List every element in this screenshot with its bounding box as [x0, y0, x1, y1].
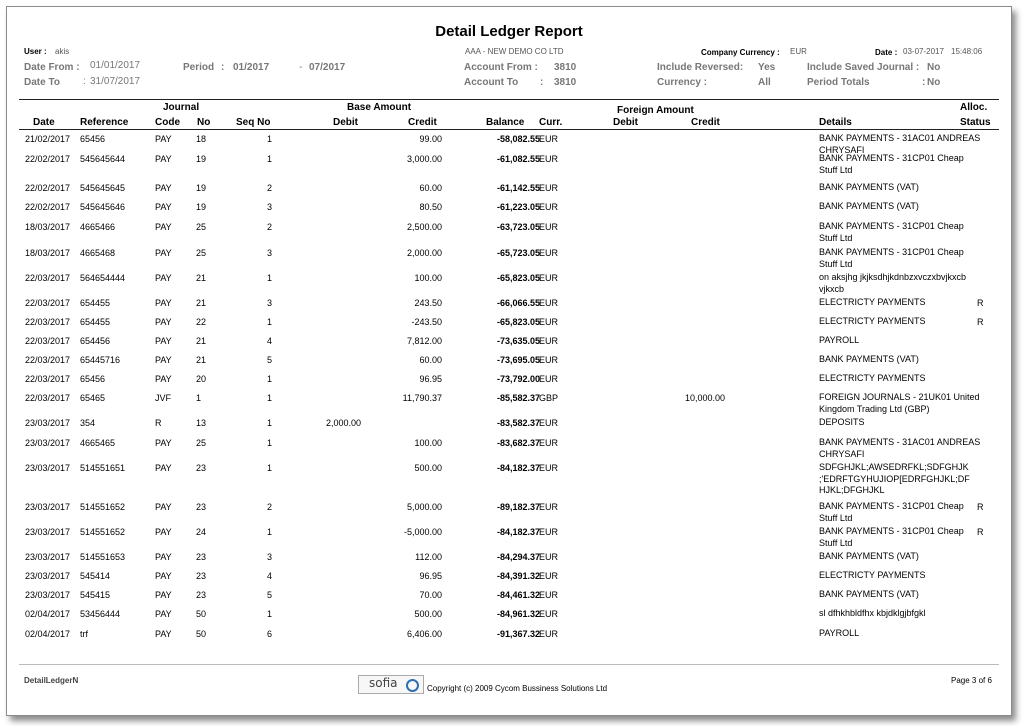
period-from-value: 01/2017: [233, 62, 270, 73]
cell-credit: 500.00: [414, 609, 442, 619]
cell-curr: EUR: [539, 273, 559, 283]
sofia-logo: [358, 675, 424, 694]
cell-curr: EUR: [539, 552, 559, 562]
period-to-value: 07/2017: [309, 62, 346, 73]
col-group-journal: Journal: [163, 102, 200, 113]
cell-ref: 514551652: [80, 527, 126, 537]
cell-curr: EUR: [539, 629, 559, 639]
cell-date: 23/03/2017: [25, 527, 71, 537]
cell-ref: 545414: [80, 571, 111, 581]
cell-date: 22/03/2017: [25, 336, 71, 346]
period-totals-sep: :: [922, 77, 926, 88]
cell-details: DEPOSITS: [819, 417, 865, 427]
cell-date: 21/02/2017: [25, 134, 71, 144]
cell-curr: EUR: [539, 336, 559, 346]
cell-curr: EUR: [539, 571, 559, 581]
cell-details: BANK PAYMENTS - 31CP01 Cheap Stuff Ltd: [819, 501, 964, 523]
cell-balance: -85,582.37: [496, 393, 540, 403]
date-label: Date :: [875, 48, 898, 57]
cell-seq: 3: [266, 248, 272, 258]
company-currency-value: EUR: [790, 47, 807, 56]
cell-credit: 2,500.00: [406, 222, 442, 232]
cell-seq: 1: [266, 134, 272, 144]
copyright: Copyright (c) 2009 Cycom Bussiness Solutions Ltd: [427, 684, 608, 693]
cell-code: PAY: [155, 317, 172, 327]
cell-no: 21: [196, 336, 207, 346]
col-foreign-credit: Credit: [691, 117, 720, 128]
cell-seq: 1: [266, 374, 272, 384]
col-group-foreign-amount: Foreign Amount: [617, 105, 694, 116]
print-date: 03-07-2017: [903, 47, 944, 56]
cell-curr: EUR: [539, 355, 559, 365]
cell-details: ELECTRICTY PAYMENTS: [819, 316, 926, 326]
cell-ref: 65465: [80, 393, 106, 403]
cell-date: 22/03/2017: [25, 355, 71, 365]
cell-code: R: [155, 418, 162, 428]
cell-status: R: [977, 298, 984, 308]
footer-rule: [19, 664, 999, 665]
col-curr: Curr.: [539, 117, 563, 128]
cell-no: 21: [196, 273, 207, 283]
cell-details: ELECTRICTY PAYMENTS: [819, 570, 926, 580]
cell-code: PAY: [155, 298, 172, 308]
cell-balance: -84,182.37: [496, 463, 540, 473]
cell-date: 23/03/2017: [25, 418, 71, 428]
cell-status: R: [977, 527, 984, 537]
cell-curr: EUR: [539, 502, 559, 512]
cell-ref: 545645645: [80, 183, 126, 193]
cell-balance: -61,223.05: [496, 202, 540, 212]
date-from-value: 01/01/2017: [90, 60, 141, 71]
cell-balance: -84,294.37: [496, 552, 540, 562]
cell-date: 23/03/2017: [25, 502, 71, 512]
logo-ring-icon: [406, 679, 419, 692]
cell-no: 25: [196, 438, 207, 448]
cell-credit: 99.00: [419, 134, 442, 144]
cell-credit: 100.00: [414, 438, 442, 448]
cell-date: 18/03/2017: [25, 222, 71, 232]
cell-code: PAY: [155, 273, 172, 283]
cell-credit: -243.50: [411, 317, 442, 327]
cell-balance: -73,792.00: [496, 374, 540, 384]
cell-seq: 2: [266, 222, 272, 232]
period-dash: -: [299, 62, 303, 73]
cell-date: 22/02/2017: [25, 154, 71, 164]
cell-seq: 1: [266, 393, 272, 403]
cell-curr: EUR: [539, 609, 559, 619]
cell-credit: 5,000.00: [406, 502, 442, 512]
col-code: Code: [155, 117, 180, 128]
include-saved-value: No: [927, 62, 941, 73]
cell-code: PAY: [155, 590, 172, 600]
cell-balance: -65,823.05: [496, 273, 540, 283]
cell-details: PAYROLL: [819, 335, 860, 345]
date-to-label: Date To: [24, 77, 60, 88]
cell-date: 18/03/2017: [25, 248, 71, 258]
cell-details: BANK PAYMENTS - 31CP01 Cheap Stuff Ltd: [819, 221, 964, 243]
cell-date: 23/03/2017: [25, 552, 71, 562]
cell-balance: -65,723.05: [496, 248, 540, 258]
cell-credit: 112.00: [415, 552, 442, 562]
period-sep: :: [221, 62, 225, 73]
cell-balance: -83,682.37: [496, 438, 540, 448]
cell-details: ELECTRICTY PAYMENTS: [819, 373, 926, 383]
cell-credit: 6,406.00: [406, 629, 442, 639]
cell-date: 22/03/2017: [25, 317, 71, 327]
cell-curr: EUR: [539, 134, 559, 144]
date-from-label: Date From :: [24, 62, 80, 73]
logo-text: sofia: [369, 676, 398, 690]
cell-ref: trf: [80, 629, 88, 639]
cell-no: 21: [196, 298, 207, 308]
col-group-base-amount: Base Amount: [347, 102, 412, 113]
cell-date: 02/04/2017: [25, 609, 71, 619]
col-seq-no: Seq No: [236, 117, 271, 128]
cell-status: R: [977, 502, 984, 512]
cell-details: BANK PAYMENTS - 31AC01 ANDREAS CHRYSAFI: [819, 133, 981, 155]
cell-balance: -66,066.55: [496, 298, 540, 308]
header-rule: [19, 99, 999, 100]
cell-no: 19: [196, 202, 207, 212]
user-label: User :: [24, 47, 47, 56]
cell-code: PAY: [155, 438, 172, 448]
cell-curr: EUR: [539, 183, 559, 193]
col-foreign-debit: Debit: [613, 117, 638, 128]
cell-ref: 354: [80, 418, 96, 428]
cell-curr: EUR: [539, 202, 559, 212]
cell-no: 23: [196, 463, 207, 473]
cell-code: PAY: [155, 502, 172, 512]
cell-credit: 243.50: [414, 298, 442, 308]
col-credit: Credit: [408, 117, 437, 128]
cell-date: 02/04/2017: [25, 629, 71, 639]
cell-no: 25: [196, 222, 207, 232]
cell-no: 19: [196, 183, 207, 193]
cell-ref: 545415: [80, 590, 111, 600]
cell-credit: 100.00: [414, 273, 442, 283]
cell-credit: 70.00: [419, 590, 442, 600]
cell-no: 24: [196, 527, 207, 537]
cell-ref: 654455: [80, 317, 111, 327]
cell-date: 22/03/2017: [25, 273, 71, 283]
cell-balance: -65,823.05: [496, 317, 540, 327]
cell-no: 23: [196, 590, 207, 600]
cell-ref: 4665468: [80, 248, 116, 258]
column-header-rule: [19, 129, 999, 130]
cell-no: 23: [196, 571, 207, 581]
cell-ref: 65445716: [80, 355, 121, 365]
company-name: AAA - NEW DEMO CO LTD: [465, 47, 564, 56]
cell-code: PAY: [155, 463, 172, 473]
cell-ref: 65456: [80, 374, 106, 384]
cell-credit: 7,812.00: [406, 336, 442, 346]
cell-no: 50: [196, 629, 207, 639]
cell-curr: EUR: [539, 418, 559, 428]
cell-no: 20: [196, 374, 207, 384]
col-no: No: [197, 117, 211, 128]
date-to-value: 31/07/2017: [90, 76, 141, 87]
report-name: DetailLedgerN: [24, 676, 79, 685]
cell-code: PAY: [155, 222, 172, 232]
cell-ref: 4665466: [80, 222, 116, 232]
report-title: Detail Ledger Report: [435, 23, 583, 40]
cell-seq: 1: [266, 317, 272, 327]
cell-details: BANK PAYMENTS - 31AC01 ANDREAS CHRYSAFI: [819, 437, 981, 459]
cell-balance: -84,461.32: [496, 590, 540, 600]
cell-no: 50: [196, 609, 207, 619]
cell-credit: 11,790.37: [402, 393, 442, 403]
cell-details: BANK PAYMENTS - 31CP01 Cheap Stuff Ltd: [819, 153, 964, 175]
account-from-value: 3810: [554, 62, 577, 73]
period-totals-value: No: [927, 77, 941, 88]
col-date: Date: [33, 117, 55, 128]
cell-seq: 5: [266, 590, 272, 600]
cell-balance: -73,635.05: [496, 336, 540, 346]
report-page: [6, 6, 1012, 716]
cell-date: 22/03/2017: [25, 298, 71, 308]
cell-seq: 1: [266, 463, 272, 473]
cell-ref: 4665465: [80, 438, 116, 448]
cell-ref: 564654444: [80, 273, 126, 283]
col-debit: Debit: [333, 117, 358, 128]
cell-balance: -63,723.05: [496, 222, 540, 232]
cell-ref: 514551653: [80, 552, 126, 562]
cell-curr: EUR: [539, 590, 559, 600]
cell-details: BANK PAYMENTS (VAT): [819, 354, 919, 364]
cell-balance: -83,582.37: [496, 418, 540, 428]
cell-balance: -91,367.32: [496, 629, 540, 639]
cell-seq: 1: [266, 438, 272, 448]
cell-details: SDFGHJKL;AWSEDRFKL;SDFGHJK ;'EDRFTGYHUJIOP[EDRFGHJKL;DF HJKL;DFGHJKL: [819, 462, 970, 495]
company-currency-label: Company Currency :: [701, 48, 780, 57]
user-value: akis: [55, 47, 70, 56]
cell-details: FOREIGN JOURNALS - 21UK01 United Kingdom Trading Ltd (GBP): [819, 392, 980, 414]
account-to-value: 3810: [554, 77, 577, 88]
account-from-label: Account From :: [464, 62, 538, 73]
cell-ref: 514551652: [80, 502, 126, 512]
cell-seq: 5: [266, 355, 272, 365]
cell-code: PAY: [155, 202, 172, 212]
cell-code: PAY: [155, 183, 172, 193]
cell-credit: 60.00: [419, 355, 442, 365]
cell-code: PAY: [155, 374, 172, 384]
cell-date: 23/03/2017: [25, 438, 71, 448]
cell-curr: EUR: [539, 317, 559, 327]
cell-seq: 3: [266, 552, 272, 562]
cell-debit: 2,000.00: [325, 418, 361, 428]
account-to-label: Account To: [464, 77, 519, 88]
cell-curr: EUR: [539, 222, 559, 232]
cell-credit: 2,000.00: [406, 248, 442, 258]
cell-code: PAY: [155, 609, 172, 619]
include-reversed-value: Yes: [758, 62, 776, 73]
cell-status: R: [977, 317, 984, 327]
cell-balance: -73,695.05: [496, 355, 540, 365]
cell-date: 22/02/2017: [25, 202, 71, 212]
cell-no: 1: [196, 393, 202, 403]
include-saved-label: Include Saved Journal :: [807, 62, 920, 73]
cell-no: 22: [196, 317, 207, 327]
cell-curr: GBP: [539, 393, 559, 403]
cell-no: 18: [196, 134, 207, 144]
cell-curr: EUR: [539, 463, 559, 473]
cell-curr: EUR: [539, 154, 559, 164]
col-alloc: Alloc.: [960, 102, 988, 113]
cell-details: ELECTRICTY PAYMENTS: [819, 297, 926, 307]
cell-details: BANK PAYMENTS (VAT): [819, 182, 919, 192]
cell-balance: -84,961.32: [496, 609, 540, 619]
cell-balance: -84,182.37: [496, 527, 540, 537]
date-to-sep: :: [83, 76, 86, 87]
cell-details: BANK PAYMENTS (VAT): [819, 551, 919, 561]
cell-curr: EUR: [539, 298, 559, 308]
cell-curr: EUR: [539, 527, 559, 537]
account-to-sep: :: [540, 77, 544, 88]
cell-details: BANK PAYMENTS - 31CP01 Cheap Stuff Ltd: [819, 526, 964, 548]
cell-code: PAY: [155, 527, 172, 537]
cell-details: on aksjhg jkjksdhjkdnbzxvczxbvjkxcb vjkxcb: [819, 272, 967, 294]
cell-seq: 1: [266, 273, 272, 283]
cell-code: PAY: [155, 134, 172, 144]
cell-curr: EUR: [539, 438, 559, 448]
cell-ref: 654456: [80, 336, 111, 346]
col-balance: Balance: [486, 117, 525, 128]
cell-no: 19: [196, 154, 207, 164]
cell-date: 23/03/2017: [25, 571, 71, 581]
cell-details: PAYROLL: [819, 628, 860, 638]
cell-no: 23: [196, 552, 207, 562]
page-number: Page 3 of 6: [951, 676, 992, 685]
cell-credit: 500.00: [414, 463, 442, 473]
period-label: Period: [183, 62, 215, 73]
cell-balance: -61,142.55: [496, 183, 540, 193]
cell-seq: 2: [266, 183, 272, 193]
cell-details: BANK PAYMENTS (VAT): [819, 589, 919, 599]
cell-curr: EUR: [539, 374, 559, 384]
cell-balance: -84,391.32: [496, 571, 540, 581]
cell-seq: 2: [266, 502, 272, 512]
cell-balance: -58,082.55: [496, 134, 540, 144]
cell-code: PAY: [155, 552, 172, 562]
cell-code: PAY: [155, 248, 172, 258]
cell-details: BANK PAYMENTS (VAT): [819, 201, 919, 211]
cell-seq: 4: [266, 571, 272, 581]
cell-details: sl dfhkhbldfhx kbjdklgjbfgkl: [819, 608, 926, 618]
currency-value: All: [758, 77, 771, 88]
cell-credit: 80.50: [419, 202, 442, 212]
cell-seq: 6: [266, 629, 272, 639]
cell-seq: 3: [266, 298, 272, 308]
cell-code: PAY: [155, 629, 172, 639]
cell-credit: 60.00: [419, 183, 442, 193]
period-totals-label: Period Totals: [807, 77, 870, 88]
include-reversed-label: Include Reversed:: [657, 62, 744, 73]
cell-credit: -5,000.00: [403, 527, 442, 537]
cell-balance: -89,182.37: [496, 502, 540, 512]
cell-curr: EUR: [539, 248, 559, 258]
cell-ref: 654455: [80, 298, 111, 308]
cell-ref: 545645646: [80, 202, 126, 212]
cell-date: 23/03/2017: [25, 590, 71, 600]
print-time: 15:48:06: [951, 47, 983, 56]
cell-seq: 1: [266, 527, 272, 537]
cell-ref: 65456: [80, 134, 106, 144]
col-status: Status: [960, 117, 991, 128]
cell-seq: 1: [266, 418, 272, 428]
currency-label: Currency :: [657, 77, 708, 88]
cell-code: PAY: [155, 154, 172, 164]
cell-code: PAY: [155, 571, 172, 581]
cell-no: 25: [196, 248, 207, 258]
cell-no: 13: [196, 418, 207, 428]
cell-no: 21: [196, 355, 207, 365]
col-reference: Reference: [80, 117, 129, 128]
cell-seq: 1: [266, 154, 272, 164]
cell-code: PAY: [155, 336, 172, 346]
cell-code: PAY: [155, 355, 172, 365]
cell-credit: 3,000.00: [406, 154, 442, 164]
cell-seq: 1: [266, 609, 272, 619]
cell-seq: 4: [266, 336, 272, 346]
cell-balance: -61,082.55: [496, 154, 540, 164]
cell-credit: 96.95: [419, 571, 442, 581]
col-details: Details: [819, 117, 852, 128]
cell-fcredit: 10,000.00: [684, 393, 725, 403]
cell-date: 22/02/2017: [25, 183, 71, 193]
cell-seq: 3: [266, 202, 272, 212]
cell-date: 22/03/2017: [25, 393, 71, 403]
cell-ref: 545645644: [80, 154, 126, 164]
cell-ref: 514551651: [80, 463, 126, 473]
cell-no: 23: [196, 502, 207, 512]
cell-credit: 96.95: [419, 374, 442, 384]
cell-date: 23/03/2017: [25, 463, 71, 473]
cell-ref: 53456444: [80, 609, 121, 619]
cell-date: 22/03/2017: [25, 374, 71, 384]
cell-code: JVF: [155, 393, 172, 403]
cell-details: BANK PAYMENTS - 31CP01 Cheap Stuff Ltd: [819, 247, 964, 269]
